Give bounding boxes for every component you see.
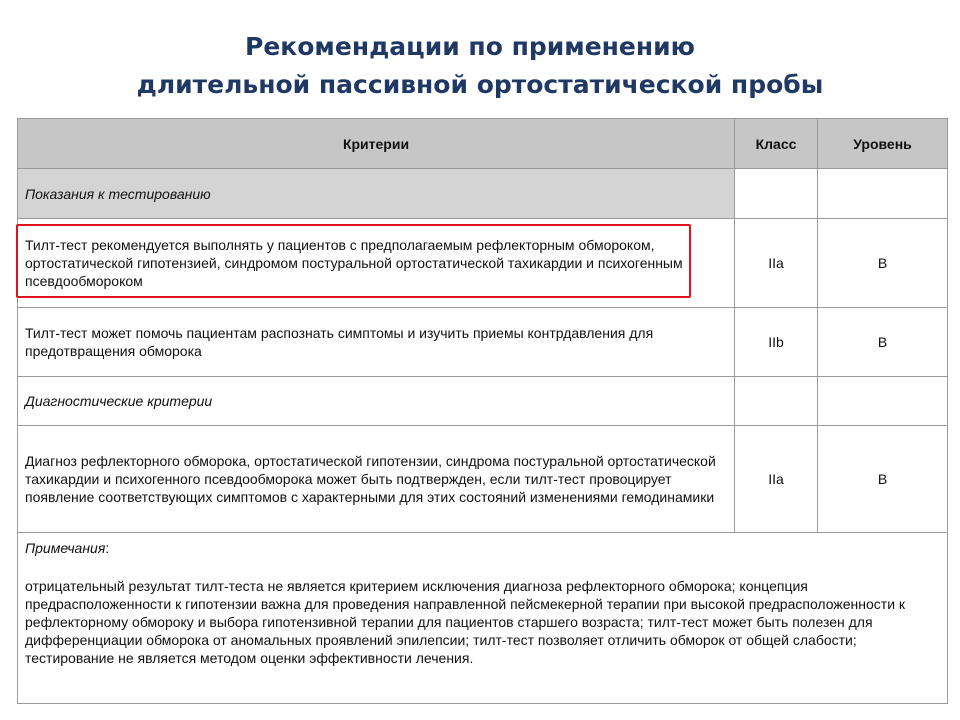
notes-row xyxy=(18,533,948,704)
header-level: Уровень xyxy=(818,119,948,169)
recommendations-table xyxy=(17,118,948,704)
table-row xyxy=(18,219,948,308)
header-class: Класс xyxy=(735,119,818,169)
criteria-text: Тилт-тест может помочь пациентам распознать симптомы и изучить приемы контрдавления для предотвращения обморока xyxy=(25,325,654,359)
criteria-cell xyxy=(18,219,735,308)
notes-text: отрицательный результат тилт-теста не является критерием исключения диагноза рефлекторного обморока; концепция предрасположенности к гипотензии важна для проведения направленной пейсмекерной терапии при высокой предрасположенности к рефлекторному обмороку и выбора гипотензивной терапии для пациентов старшего возраста; тилт-тест может быть полезен для дифференциации обморока от аномальных проявлений эпилепсии; тилт-тест позволяет отличить обморок от общей слабости; тестирование не является методом оценки эффективности лечения. xyxy=(25,578,906,666)
criteria-cell xyxy=(18,426,735,533)
level-cell: B xyxy=(818,308,948,377)
notes-label xyxy=(25,539,940,557)
level-cell: B xyxy=(818,219,948,308)
criteria-cell xyxy=(18,308,735,377)
page-title-line-2: длительной пассивной ортостатической пробы xyxy=(136,70,824,99)
class-cell: IIa xyxy=(735,426,818,533)
class-cell: IIb xyxy=(735,308,818,377)
empty-cell xyxy=(735,169,818,219)
empty-cell xyxy=(818,377,948,426)
level-cell: B xyxy=(818,426,948,533)
criteria-text: Тилт-тест рекомендуется выполнять у пациентов с предполагаемым рефлекторным обмороком, ортостатической гипотензией, синдромом постуральной ортостатической тахикардии и психогенным псевдообмороком xyxy=(25,237,683,289)
section-row-diagnostic xyxy=(18,377,948,426)
page-title-line-1: Рекомендации по применению xyxy=(245,32,695,61)
empty-cell xyxy=(818,169,948,219)
section-row-indications xyxy=(18,169,948,219)
section-title-indications: Показания к тестированию xyxy=(18,169,735,219)
table-header-row xyxy=(18,119,948,169)
page-title xyxy=(0,28,960,104)
section-title-diagnostic: Диагностические критерии xyxy=(18,377,735,426)
class-cell: IIa xyxy=(735,219,818,308)
notes-label-text: Примечания xyxy=(25,540,106,556)
criteria-text: Диагноз рефлекторного обморока, ортостатической гипотензии, синдрома постуральной ортостатической тахикардии и психогенного псевдообморока может быть подтвержден, если тилт-тест провоцирует появление соответствующих симптомов с характерными для этих состояний изменениями гемодинамики xyxy=(25,453,716,505)
header-criteria: Критерии xyxy=(18,119,735,169)
empty-cell xyxy=(735,377,818,426)
notes-label-colon: : xyxy=(105,540,110,556)
table-row xyxy=(18,426,948,533)
notes-cell xyxy=(18,533,948,704)
table-row xyxy=(18,308,948,377)
